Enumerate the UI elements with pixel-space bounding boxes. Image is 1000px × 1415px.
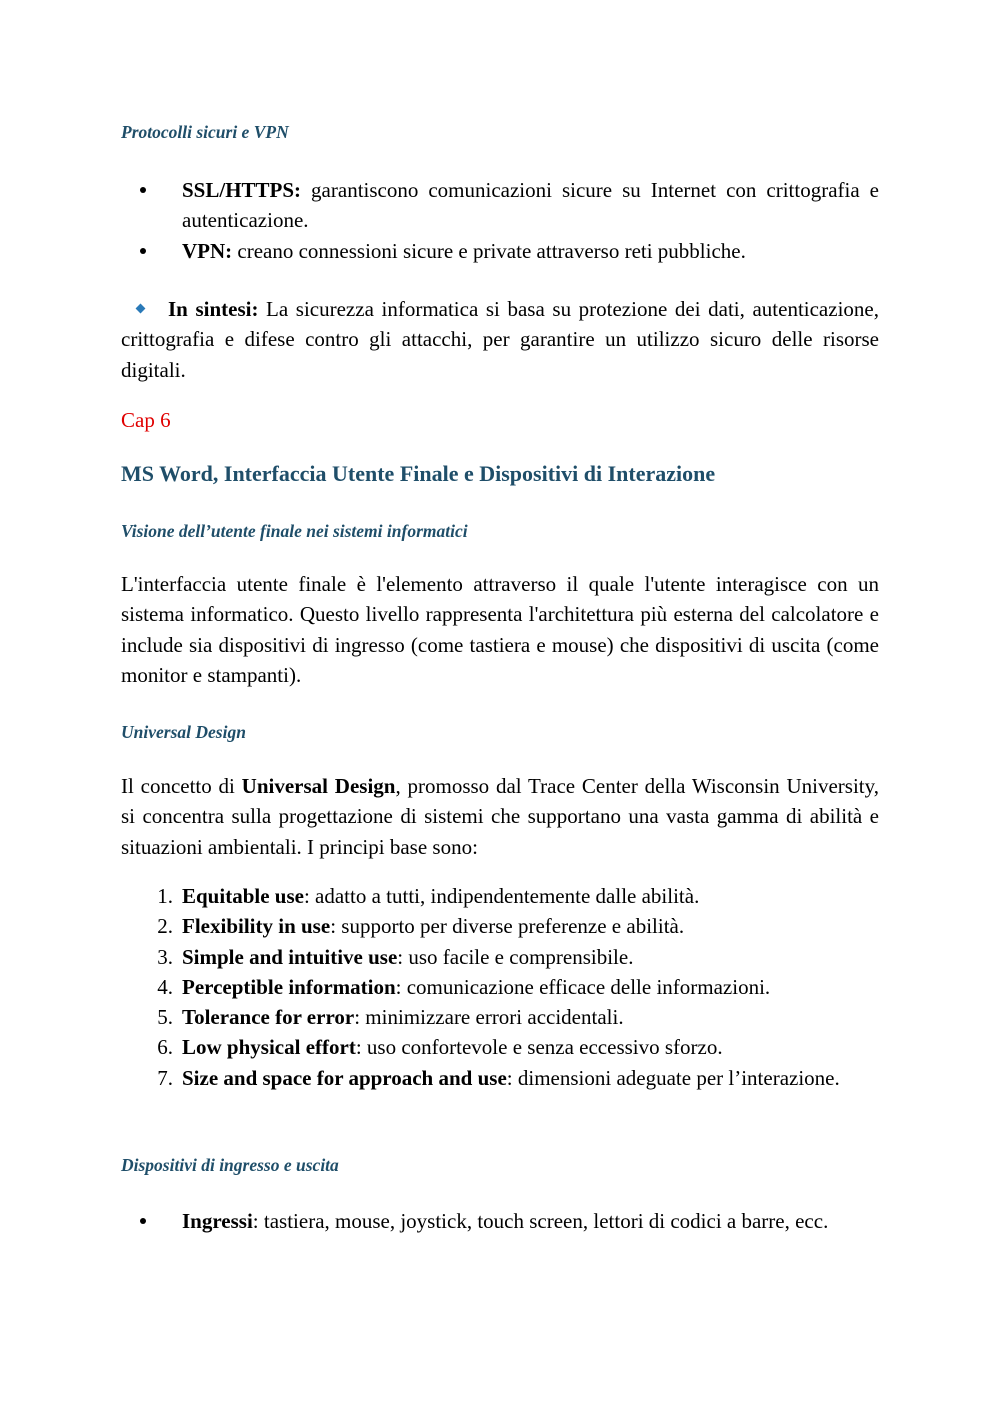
list-item-text: : comunicazione efficace delle informazioni. bbox=[395, 974, 771, 999]
heading-universal-design: Universal Design bbox=[121, 722, 246, 742]
sintesi-text: La sicurezza informatica si basa su protezione dei dati, autenticazione, crittografia e difese contro gli attacchi, per garantire un utilizzo sicuro delle risorse digitali. bbox=[121, 297, 879, 382]
list-item bbox=[121, 881, 879, 911]
list-item bbox=[121, 175, 879, 236]
list-item-term: VPN: bbox=[182, 238, 233, 263]
list-item-text: : supporto per diverse preferenze e abilità. bbox=[330, 914, 685, 939]
list-item bbox=[121, 1002, 879, 1032]
list-item bbox=[121, 236, 879, 266]
list-item-term: Equitable use bbox=[182, 884, 304, 908]
list-item-term: Low physical effort bbox=[182, 1035, 356, 1060]
chapter-title: MS Word, Interfaccia Utente Finale e Dispositivi di Interazione bbox=[121, 461, 716, 486]
list-item-term: Size and space for approach and use bbox=[182, 1065, 507, 1090]
list-item-text: : tastiera, mouse, joystick, touch screen, lettori di codici a barre, ecc. bbox=[252, 1209, 829, 1233]
heading-visione: Visione dell’utente finale nei sistemi informatici bbox=[121, 521, 468, 541]
list-item bbox=[121, 1063, 879, 1093]
bullet-icon bbox=[121, 236, 165, 266]
bullet-icon bbox=[121, 175, 165, 205]
heading-dispositivi: Dispositivi di ingresso e uscita bbox=[121, 1155, 339, 1175]
list-item-term: Simple and intuitive use bbox=[182, 944, 398, 969]
list-item bbox=[121, 942, 879, 972]
list-item bbox=[121, 1032, 879, 1062]
list-item-number: 2. bbox=[157, 914, 173, 939]
protocolli-list bbox=[121, 175, 879, 266]
list-item-term: SSL/HTTPS: bbox=[182, 178, 302, 202]
list-item-number: 5. bbox=[157, 1005, 173, 1030]
list-item-number: 3. bbox=[157, 944, 173, 969]
list-item-text: : adatto a tutti, indipendentemente dalle abilità. bbox=[303, 884, 700, 908]
list-item-text: : uso facile e comprensibile. bbox=[397, 944, 634, 969]
sintesi-term: In sintesi: bbox=[168, 297, 259, 321]
blue-diamond-icon bbox=[136, 304, 146, 314]
universal-paragraph bbox=[121, 771, 879, 862]
list-item-text: garantiscono comunicazioni sicure su Internet con crittografia e autenticazione. bbox=[182, 178, 879, 233]
list-item-number: 4. bbox=[157, 974, 173, 999]
list-item bbox=[121, 1206, 879, 1236]
list-item-term: Perceptible information bbox=[182, 974, 396, 999]
list-item-number: 1. bbox=[157, 884, 173, 908]
dispositivi-list bbox=[121, 1206, 879, 1236]
principles-list bbox=[121, 881, 879, 1093]
universal-term: Universal Design bbox=[241, 774, 396, 798]
sintesi-paragraph bbox=[121, 294, 879, 385]
list-item-number: 6. bbox=[157, 1035, 173, 1060]
universal-text-before: Il concetto di bbox=[121, 774, 242, 798]
visione-paragraph: L'interfaccia utente finale è l'elemento attraverso il quale l'utente interagisce con un sistema informatico. Questo livello rappresenta l'architettura più esterna del calcolatore e include sia dispositivi di ingresso (come tastiera e mouse) che dispositivi di uscita (come monitor e stampanti). bbox=[121, 572, 879, 687]
list-item-text: : minimizzare errori accidentali. bbox=[354, 1005, 624, 1030]
list-item-text: : dimensioni adeguate per l’interazione. bbox=[506, 1065, 840, 1090]
list-item-number: 7. bbox=[157, 1065, 173, 1090]
chapter-label: Cap 6 bbox=[121, 408, 171, 432]
list-item-term: Tolerance for error bbox=[182, 1005, 355, 1030]
list-item bbox=[121, 911, 879, 941]
list-item-text: : uso confortevole e senza eccessivo sforzo. bbox=[355, 1035, 723, 1060]
bullet-icon bbox=[121, 1206, 165, 1236]
universal-text-after: , promosso dal Trace Center della Wisconsin University, si concentra sulla progettazione di sistemi che supportano una vasta gamma di abilità e situazioni ambientali. I principi base sono: bbox=[121, 774, 880, 859]
heading-protocolli: Protocolli sicuri e VPN bbox=[121, 122, 289, 142]
list-item bbox=[121, 972, 879, 1002]
list-item-text: creano connessioni sicure e private attraverso reti pubbliche. bbox=[232, 238, 746, 263]
list-item-term: Flexibility in use bbox=[182, 914, 331, 939]
list-item-term: Ingressi bbox=[182, 1209, 253, 1233]
